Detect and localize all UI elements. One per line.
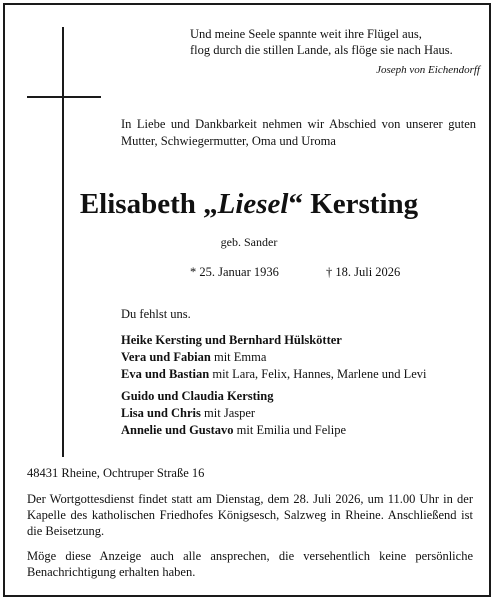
family-line: Annelie und Gustavo mit Emilia und Felipe — [121, 423, 347, 437]
closing-note: Möge diese Anzeige auch alle ansprechen, die versehentlich keine persönliche Benachrichtigung erhalten haben. — [27, 549, 473, 579]
nickname: „Liesel“ — [203, 188, 303, 220]
poem-author: Joseph von Eichendorff — [376, 64, 480, 76]
family-line: Eva und Bastian mit Lara, Felix, Hannes, Marlene und Levi — [121, 367, 427, 381]
missed-text: Du fehlst uns. — [121, 307, 191, 321]
family-line: Guido und Claudia Kersting — [121, 389, 274, 403]
family-line: Lisa und Chris mit Jasper — [121, 406, 256, 420]
family-line: Vera und Fabian mit Emma — [121, 350, 267, 364]
birth-date: * 25. Januar 1936 — [190, 265, 279, 279]
poem-line-1: Und meine Seele spannte weit ihre Flügel aus, — [190, 27, 422, 41]
death-date: † 18. Juli 2026 — [326, 265, 401, 279]
intro-text: In Liebe und Dankbarkeit nehmen wir Abschied von unserer guten Mutter, Schwiegermutter, Oma und Uroma — [121, 117, 476, 148]
deceased-name — [0, 188, 498, 221]
born-name: geb. Sander — [220, 235, 278, 249]
poem-line-2: flog durch die stillen Lande, als flöge sie nach Haus. — [190, 43, 453, 57]
family-line: Heike Kersting und Bernhard Hülskötter — [121, 333, 342, 347]
family-group-2 — [121, 388, 346, 439]
family-address: 48431 Rheine, Ochtruper Straße 16 — [27, 466, 205, 480]
family-group-1 — [121, 332, 427, 383]
poem-quote — [190, 26, 453, 58]
first-name: Elisabeth — [79, 188, 196, 220]
cross-horizontal-bar — [27, 96, 101, 98]
last-name: Kersting — [310, 188, 419, 220]
service-info: Der Wortgottesdienst findet statt am Dienstag, dem 28. Juli 2026, um 11.00 Uhr in der Kapelle des katholischen Friedhofes Königsesch, Salzweg in Rheine. Anschließend ist die Beisetzung. — [27, 492, 473, 538]
